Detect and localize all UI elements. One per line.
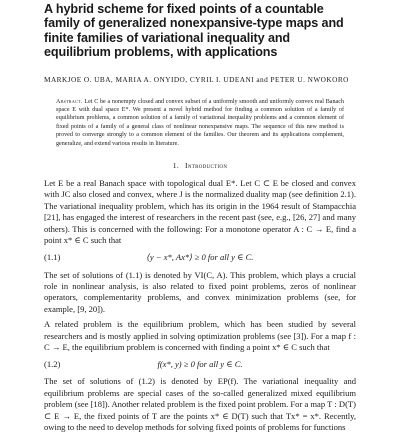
author-list: [44, 75, 356, 84]
section-heading: [44, 161, 356, 170]
display-equation: (1.1) ⟨y − x*, Ax*⟩ ≥ 0 for all y ∈ C.: [44, 251, 356, 265]
paper-title: A hybrid scheme for fixed points of a countable family of generalized nonexpansive-type maps and finite families of variational inequality and equilibrium problems, with applications: [44, 2, 344, 60]
paragraph: Let E be a real Banach space with topological dual E*. Let C ⊂ E be closed and convex with JC also closed and convex, where J is the normalized duality map (see definition 2.1). The variational inequality problem, which has its origin in the 1964 result of Stampacchia [21], has engaged the interest of researchers in the recent past (see, e.g., [26, 27] and many others). This is concerned with the following: For a monotone operator A : C → E, find a point x* ∈ C such that: [44, 178, 356, 246]
section-number: 1.: [172, 161, 180, 171]
equation-expression: f(x*, y) ≥ 0 for all y ∈ C.: [157, 358, 243, 369]
abstract-text: Let C be a nonempty closed and convex subset of a uniformly smooth and uniformly convex real Banach space E with dual space E*. We present a novel hybrid method for finding a common solution of a family of equilibrium problems, a common solution of a family of variational inequality problems and a common element of fixed points of a family of a general class of nonlinear nonexpansive maps. The sequence of this new method is proved to converge strongly to a common element of the families. Our theorem and its applications complement, generalize, and extend various results in literature.: [56, 98, 344, 147]
author-name: PETER U. NWOKORO: [270, 74, 349, 84]
author-name: MARKJOE O. UBA: [44, 74, 111, 84]
section-name: Introduction: [185, 161, 228, 171]
abstract: [56, 98, 344, 148]
author-name: CYRIL I. UDEANI: [189, 74, 255, 84]
abstract-label: Abstract.: [56, 98, 83, 105]
author-separator: ,: [110, 74, 116, 84]
author-name: MARIA A. ONYIDO: [115, 74, 186, 84]
paragraph: The set of solutions of (1.1) is denoted by VI(C, A). This problem, which plays a crucial role in nonlinear analysis, is also related to fixed point problems, zeros of nonlinear operators, complementarity problems, and convex minimization problems (see, for example, [9, 20]).: [44, 269, 356, 314]
paragraph: The set of solutions of (1.2) is denoted by EP(f). The variational inequality and equilibrium problems are special cases of the so-called generalized mixed equilibrium problem (see [18]). Another related problem is the fixed point problem. For a map T : D(T) ⊂ E → E, the fixed points of T are the points x* ∈ D(T) such that Tx* = x*. Recently, owing to the need to develop methods for solving fixed points of problems for functions: [44, 376, 356, 432]
paragraph: A related problem is the equilibrium problem, which has been studied by several researchers and is mostly applied in solving optimization problems (see [3]). For a map f : C → E, the equilibrium problem is concerned with finding a point x* ∈ C such that: [44, 319, 356, 352]
section-body: [44, 178, 356, 433]
author-separator: ,: [185, 74, 190, 84]
equation-expression: ⟨y − x*, Ax*⟩ ≥ 0 for all y ∈ C.: [146, 251, 254, 262]
author-separator: and: [254, 74, 271, 84]
display-equation: (1.2) f(x*, y) ≥ 0 for all y ∈ C.: [44, 357, 356, 371]
